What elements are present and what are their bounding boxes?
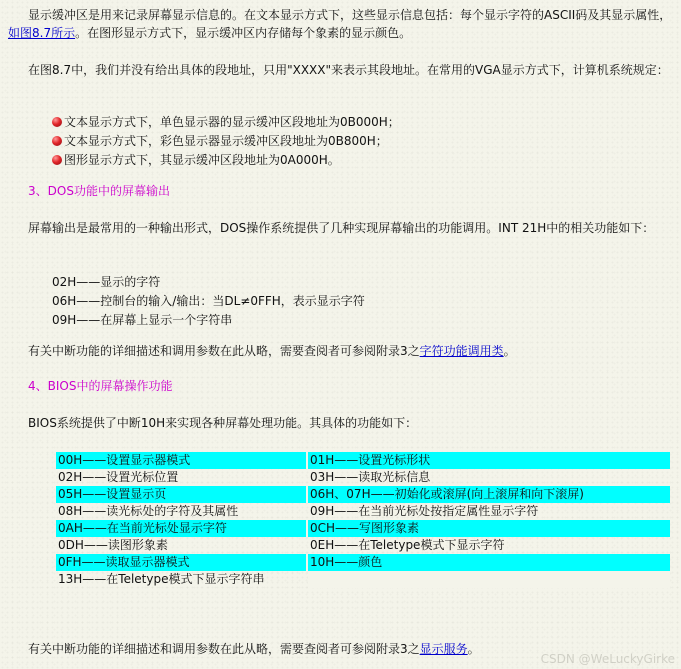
bios-function-table	[56, 452, 670, 588]
table-cell-right: 0CH——写图形象素	[308, 520, 670, 537]
paragraph-dos-note	[28, 342, 681, 360]
table-cell-left: 05H——设置显示页	[56, 486, 306, 503]
dos-function-list	[52, 273, 365, 330]
table-cell-left: 0DH——读图形象素	[58, 538, 168, 552]
table-cell-left: 0FH——读取显示器模式	[56, 554, 306, 571]
table-cell-left: 0AH——在当前光标处显示字符	[56, 520, 306, 537]
bullet-text: 图形显示方式下，其显示缓冲区段地址为0A000H。	[64, 153, 340, 167]
red-bullet-icon	[52, 155, 62, 165]
table-row	[56, 486, 670, 503]
paragraph-bios-intro: BIOS系统提供了中断10H来实现各种屏幕处理功能。其具体的功能如下：	[28, 416, 418, 430]
char-function-link[interactable]: 字符功能调用类	[419, 344, 504, 358]
table-cell-right: 09H——在当前光标处按指定属性显示字符	[310, 504, 539, 518]
display-service-link[interactable]: 显示服务	[419, 642, 468, 656]
table-cell-right	[308, 571, 670, 588]
para1-text-b: 。在图形显示方式下，显示缓冲区内存储每个象素的显示颜色。	[75, 26, 412, 40]
table-cell-left: 08H——读光标处的字符及其属性	[58, 504, 239, 518]
table-cell-right: 10H——颜色	[308, 554, 670, 571]
paragraph-display-buffer	[8, 6, 673, 42]
list-item: 09H——在屏幕上显示一个字符串	[52, 313, 233, 327]
section-heading-dos: 3、DOS功能中的屏幕输出	[28, 184, 170, 198]
bullet-text: 文本显示方式下，单色显示器的显示缓冲区段地址为0B000H；	[64, 115, 400, 129]
section-heading-bios: 4、BIOS中的屏幕操作功能	[28, 379, 173, 393]
red-bullet-icon	[52, 136, 62, 146]
para4-end: 。	[503, 344, 516, 358]
list-item	[52, 112, 400, 131]
segment-address-list	[52, 112, 400, 169]
table-cell-left: 02H——设置光标位置	[58, 470, 179, 484]
paragraph-segment-address: 在图8.7中，我们并没有给出具体的段地址，只用"XXXX"来表示其段地址。在常用的VGA显示方式下，计算机系统规定：	[28, 63, 669, 77]
table-cell-left: 00H——设置显示器模式	[56, 452, 306, 469]
list-item	[52, 131, 400, 150]
red-bullet-icon	[52, 117, 62, 127]
table-cell-right: 0EH——在Teletype模式下显示字符	[310, 538, 505, 552]
table-cell-right: 01H——设置光标形状	[308, 452, 670, 469]
list-item: 02H——显示的字符	[52, 275, 161, 289]
para6-end: 。	[467, 642, 480, 656]
list-item	[52, 150, 400, 169]
table-row	[56, 554, 670, 571]
table-row	[56, 503, 670, 520]
list-item: 06H——控制台的输入/输出：当DL≠0FFH，表示显示字符	[52, 294, 365, 308]
paragraph-dos-output: 屏幕输出是最常用的一种输出形式，DOS操作系统提供了几种实现屏幕输出的功能调用。INT 21H中的相关功能如下：	[28, 221, 655, 235]
figure-8-7-link[interactable]: 如图8.7所示	[8, 26, 76, 40]
table-row	[56, 520, 670, 537]
table-cell-left: 13H——在Teletype模式下显示字符串	[58, 572, 265, 586]
table-cell-right: 03H——读取光标信息	[310, 470, 431, 484]
table-row	[56, 452, 670, 469]
table-row	[56, 537, 670, 554]
table-row	[56, 571, 670, 588]
watermark: CSDN @WeLuckyGirke	[540, 652, 675, 666]
para6-text: 有关中断功能的详细描述和调用参数在此从略，需要查阅者可参阅附录3之	[28, 642, 420, 656]
table-cell-right: 06H、07H——初始化或滚屏(向上滚屏和向下滚屏)	[308, 486, 670, 503]
bullet-text: 文本显示方式下，彩色显示器显示缓冲区段地址为0B800H；	[64, 134, 388, 148]
para4-text: 有关中断功能的详细描述和调用参数在此从略，需要查阅者可参阅附录3之	[28, 344, 420, 358]
table-row	[56, 469, 670, 486]
para1-text-a: 显示缓冲区是用来记录屏幕显示信息的。在文本显示方式下，这些显示信息包括：每个显示字符的ASCII码及其显示属性，	[28, 8, 672, 22]
